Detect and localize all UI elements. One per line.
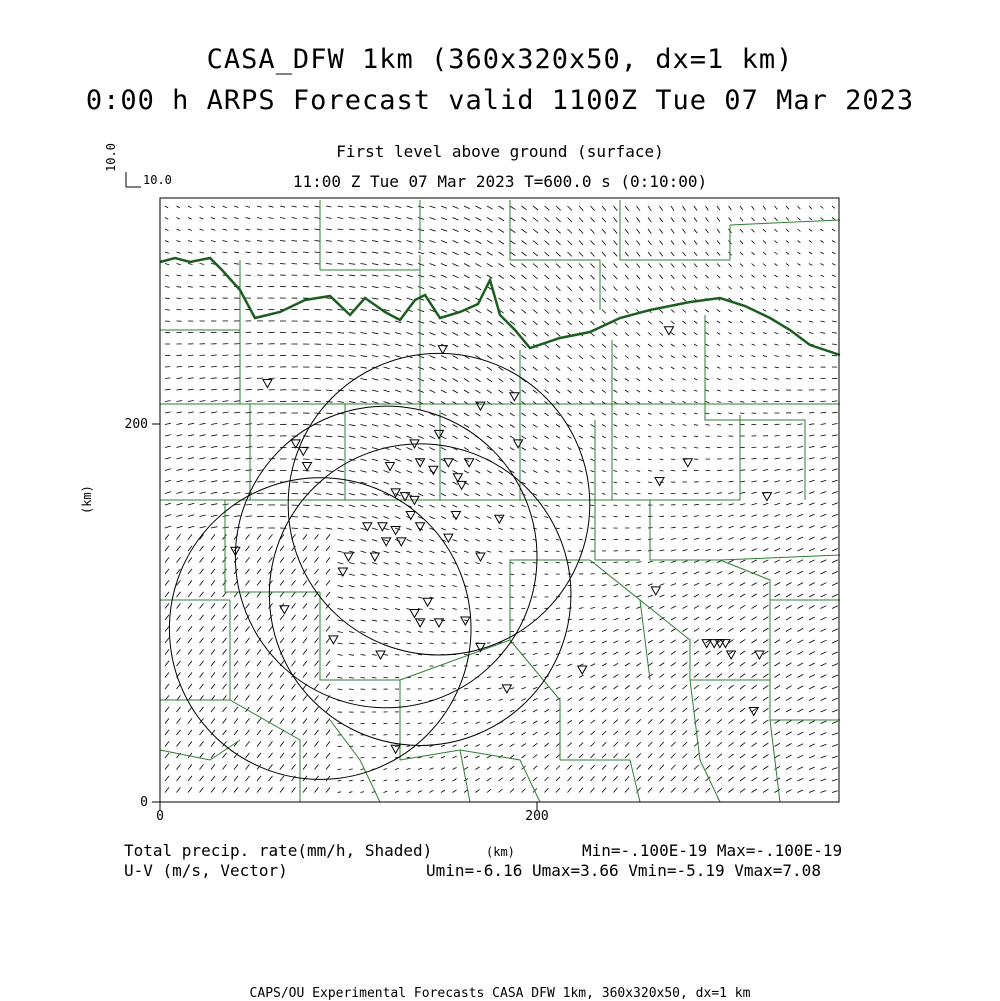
station-marker	[370, 553, 379, 561]
radar-rings	[169, 353, 589, 779]
station-marker	[476, 553, 485, 561]
county-line	[330, 720, 380, 802]
station-marker	[578, 666, 587, 674]
state-border	[160, 258, 840, 355]
county-line	[400, 750, 540, 802]
x-axis-label: (km)	[486, 845, 515, 859]
valid-time-label: 11:00 Z Tue 07 Mar 2023 T=600.0 s (0:10:00)	[292, 172, 708, 191]
station-marker	[291, 440, 300, 448]
station-marker	[749, 708, 758, 716]
x-tick-200: 200	[525, 809, 549, 824]
station-marker	[378, 523, 387, 531]
station-marker	[416, 523, 425, 531]
station-marker	[429, 466, 438, 474]
y-tick-200: 200	[124, 417, 148, 432]
station-marker	[453, 474, 462, 482]
station-marker	[382, 538, 391, 546]
credits-line: CAPS/OU Experimental Forecasts CASA DFW 1km, 360x320x50, dx=1 km	[249, 986, 751, 1001]
county-line	[730, 220, 840, 225]
wind-vectors	[165, 206, 838, 793]
station-marker	[329, 636, 338, 644]
field-label-precip: Total precip. rate(mm/h, Shaded)	[124, 841, 433, 860]
county-line	[510, 200, 600, 310]
station-marker	[651, 587, 660, 595]
station-marker	[461, 617, 470, 625]
y-tick-0: 0	[140, 795, 148, 810]
station-marker	[410, 610, 419, 618]
station-marker	[434, 430, 443, 438]
station-marker	[263, 380, 272, 388]
county-line	[510, 640, 560, 760]
y-axis-label: (km)	[80, 485, 94, 514]
county-line	[720, 560, 770, 680]
radar-ring	[235, 406, 537, 708]
station-marker	[391, 527, 400, 535]
station-marker	[376, 651, 385, 659]
station-marker	[476, 402, 485, 410]
county-line	[640, 600, 650, 680]
precip-minmax: Min=-.100E-19 Max=-.100E-19	[582, 841, 843, 860]
field-label-wind: U-V (m/s, Vector)	[124, 861, 288, 880]
level-label: First level above ground (surface)	[336, 142, 664, 161]
wind-minmax: Umin=-6.16 Umax=3.66 Vmin=-5.19 Vmax=7.08	[426, 861, 821, 880]
county-line	[690, 680, 720, 802]
county-line	[320, 200, 420, 270]
county-line	[160, 700, 300, 802]
station-marker	[363, 523, 372, 531]
station-marker	[344, 553, 353, 561]
station-marker	[655, 478, 664, 486]
title-line-1: CASA_DFW 1km (360x320x50, dx=1 km)	[206, 44, 794, 75]
station-marker	[303, 462, 312, 470]
station-marker	[444, 459, 453, 467]
county-line	[705, 315, 805, 500]
station-marker	[397, 538, 406, 546]
x-tick-0: 0	[156, 809, 164, 824]
county-line	[320, 592, 400, 760]
station-marker	[385, 462, 394, 470]
station-marker	[683, 459, 692, 467]
station-marker	[510, 393, 519, 401]
wind-vector-field	[165, 206, 838, 793]
title-line-2: 0:00 h ARPS Forecast valid 1100Z Tue 07 Mar 2023	[85, 85, 915, 116]
county-line	[595, 420, 640, 560]
reference-vector-icon	[126, 172, 141, 187]
station-marker	[762, 493, 771, 501]
ref-vector-u-label: 10.0	[143, 173, 172, 187]
red-river-border	[160, 258, 840, 355]
station-marker	[514, 440, 523, 448]
station-marker	[299, 447, 308, 455]
county-line	[620, 200, 730, 260]
station-marker	[755, 651, 764, 659]
ref-vector-v-label: 10.0	[104, 143, 118, 172]
county-line	[650, 500, 840, 560]
radar-ring	[288, 353, 590, 655]
station-marker	[423, 598, 432, 606]
